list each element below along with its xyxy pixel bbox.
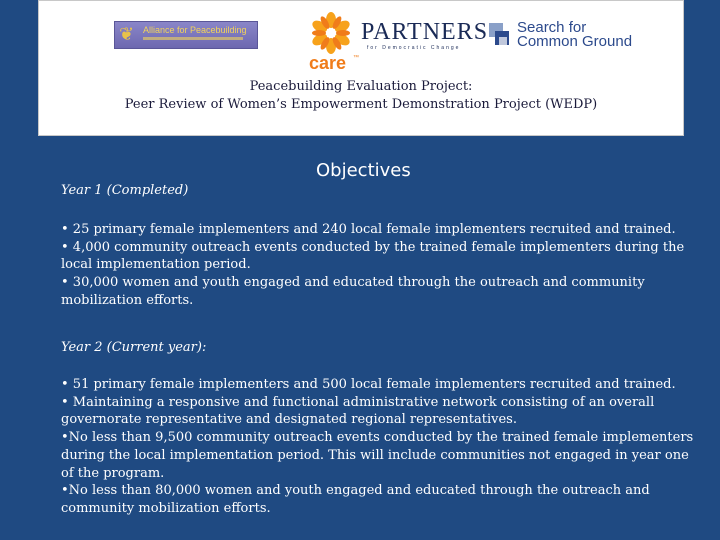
alliance-logo-text: Alliance for Peacebuilding [143, 25, 247, 35]
olive-branch-icon: ❦ [119, 24, 135, 45]
sfcg-line1: Search for [517, 19, 587, 36]
partners-logo [361, 19, 489, 51]
care-logo [303, 11, 363, 73]
sfcg-line2: Common Ground [517, 33, 633, 50]
year1-bullet-list [61, 221, 695, 310]
slide-heading: Objectives [316, 160, 411, 181]
alliance-for-peacebuilding-logo [114, 21, 258, 49]
project-subtitle: Peer Review of Women’s Empowerment Demonstration Project (WEDP) [124, 97, 598, 112]
care-logo-text: care [309, 53, 347, 73]
care-trademark: ™ [353, 55, 359, 61]
year1-bullet: • 25 primary female implementers and 240 local female implementers recruited and trained. [61, 222, 676, 237]
project-title: Peacebuilding Evaluation Project: [249, 79, 473, 94]
care-sunburst-icon [303, 11, 363, 55]
year1-label: Year 1 (Completed) [61, 183, 189, 198]
sfcg-logo-text [517, 21, 632, 49]
year2-label: Year 2 (Current year): [61, 340, 207, 355]
year2-bullet: • Maintaining a responsive and functional administrative network consisting of an overall governorate representative and designated regional representatives. [61, 394, 655, 428]
year2-bullet-list [61, 376, 695, 518]
alliance-logo-underline [143, 37, 243, 40]
year2-bullet: • 51 primary female implementers and 500 local female implementers recruited and trained. [61, 377, 676, 392]
year1-bullet: • 30,000 women and youth engaged and educated through the outreach and community mobilization efforts. [61, 275, 645, 308]
header-banner [38, 0, 684, 136]
year2-bullet: •No less than 80,000 women and youth engaged and educated through the outreach and community mobilization efforts. [61, 483, 650, 516]
partners-logo-text: PARTNERS [361, 19, 489, 45]
sfcg-shapes-icon [487, 21, 515, 51]
year2-bullet: •No less than 9,500 community outreach events conducted by the trained female implementers during the local implementation period. This will include communities not engaged in year one of the program. [61, 430, 694, 481]
search-for-common-ground-logo [487, 21, 641, 51]
year1-bullet: • 4,000 community outreach events conducted by the trained female implementers during the local implementation period. [61, 239, 685, 273]
partners-logo-tagline: for Democratic Change [367, 45, 461, 51]
